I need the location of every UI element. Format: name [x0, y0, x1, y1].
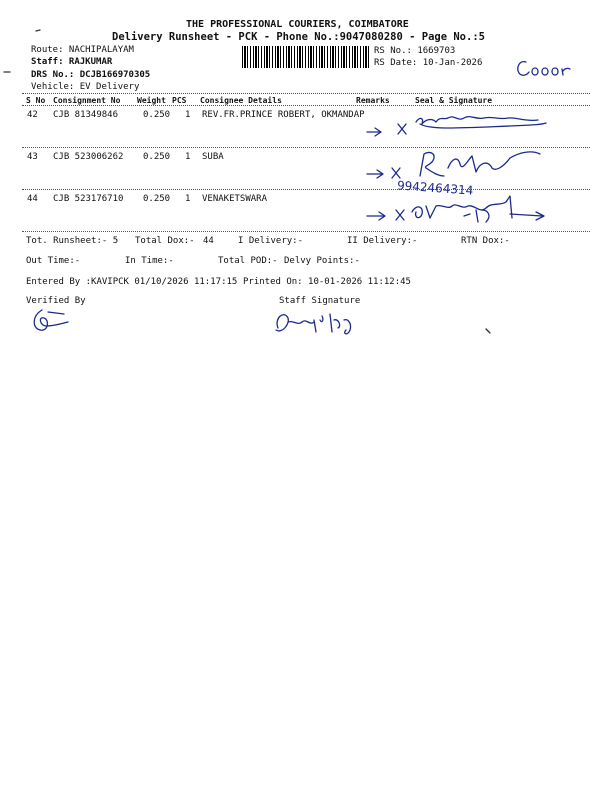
- row-43-consignee: SUBA: [202, 152, 224, 162]
- row-42-sno: 42: [27, 110, 38, 120]
- col-header-sno: S No: [26, 96, 46, 105]
- total-dox-label: Total Dox:-: [135, 236, 195, 246]
- col-header-signature: Seal & Signature: [415, 96, 493, 105]
- row-43-consignment: CJB 523006262: [53, 152, 124, 162]
- entered-by: Entered By :KAVIPCK 01/10/2026 11:17:15: [26, 277, 238, 287]
- row-43-weight: 0.250: [143, 152, 171, 162]
- col-header-consignee: Consignee Details: [200, 96, 282, 105]
- in-time: In Time:-: [125, 256, 174, 266]
- row-44-consignment: CJB 523176710: [53, 194, 124, 204]
- staff-signature-label: Staff Signature: [279, 296, 361, 306]
- row-44-weight: 0.250: [143, 194, 171, 204]
- row-42-consignee: REV.FR.PRINCE ROBERT, OKMANDAP: [202, 110, 365, 120]
- row-42-weight: 0.250: [143, 110, 171, 120]
- rtn-dox: RTN Dox:-: [461, 236, 510, 246]
- verified-by-label: Verified By: [26, 296, 86, 306]
- i-delivery: I Delivery:-: [238, 236, 304, 246]
- row-44-sno: 44: [27, 194, 38, 204]
- company-title: THE PROFESSIONAL COURIERS, COIMBATORE: [186, 19, 409, 30]
- row-42-consignment: CJB 81349846: [53, 110, 119, 120]
- total-pod: Total POD:-: [218, 256, 278, 266]
- out-time: Out Time:-: [26, 256, 81, 266]
- rs-number: RS No.: 1669703: [374, 46, 456, 56]
- printed-on: Printed On: 10-01-2026 11:12:45: [243, 277, 411, 287]
- row-43-sno: 43: [27, 152, 38, 162]
- vehicle-text: Vehicle: EV Delivery: [31, 82, 140, 92]
- col-header-weight: Weight: [137, 96, 166, 105]
- row-42-pcs: 1: [185, 110, 191, 120]
- row-44-consignee: VENAKETSWARA: [202, 194, 268, 204]
- route-text: Route: NACHIPALAYAM: [31, 45, 134, 55]
- col-header-remarks: Remarks: [356, 96, 390, 105]
- total-runsheet: Tot. Runsheet:- 5: [26, 236, 119, 246]
- rs-date: RS Date: 10-Jan-2026: [374, 58, 483, 68]
- delvy-points: Delvy Points:-: [284, 256, 360, 266]
- row-44-pcs: 1: [185, 194, 191, 204]
- col-header-consignment: Consignment No: [53, 96, 121, 105]
- drs-number: DRS No.: DCJB166970305: [31, 70, 151, 80]
- col-header-pcs: PCS: [172, 96, 187, 105]
- ii-delivery: II Delivery:-: [347, 236, 418, 246]
- total-dox-value: 44: [203, 236, 214, 246]
- row-43-pcs: 1: [185, 152, 191, 162]
- handwritten-phone: 9942464314: [396, 178, 474, 198]
- staff-text: Staff: RAJKUMAR: [31, 57, 113, 67]
- runsheet-subtitle: Delivery Runsheet - PCK - Phone No.:9047080280 - Page No.:5: [112, 31, 485, 43]
